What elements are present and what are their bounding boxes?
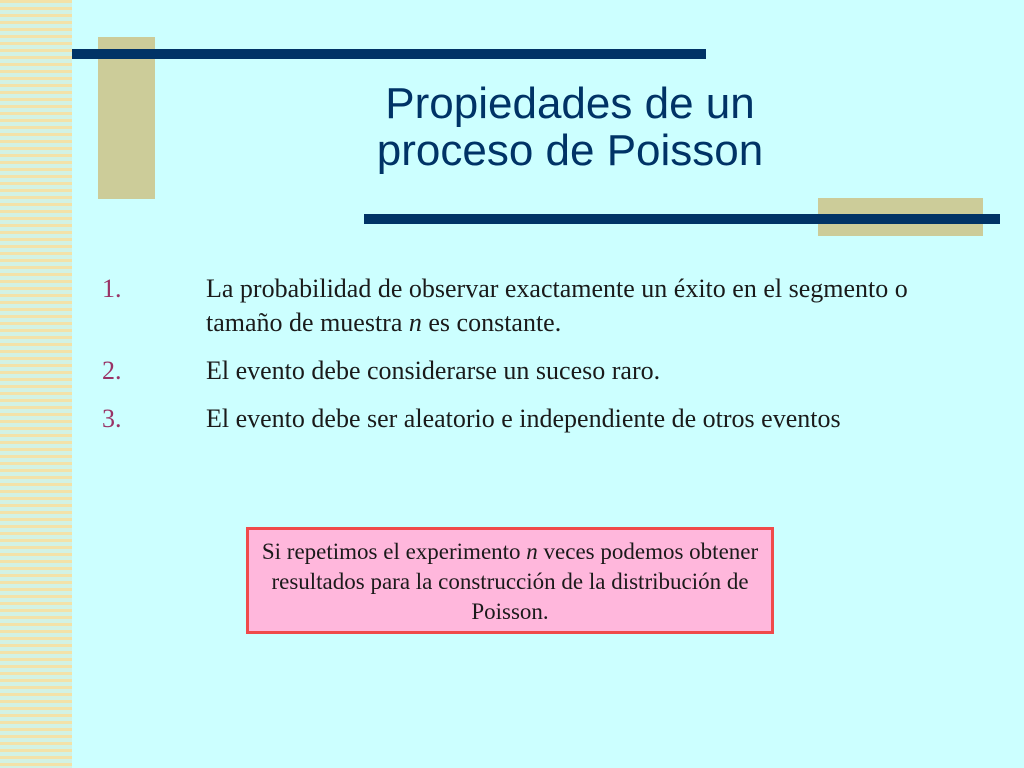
list-item-number: 1. [102,274,122,303]
decorative-stripe-bar [0,0,72,768]
list-item [102,272,922,340]
list-item-text: La probabilidad de observar exactamente un éxito en el segmento o tamaño de muestra [206,274,908,337]
decorative-navy-line-bottom [364,214,1000,224]
list-item-text-tail: es constante. [421,308,562,337]
list-item-text: El evento debe considerarse un suceso raro. [206,356,661,385]
note-text-tail: veces podemos obtener resultados para la construcción de la distribución de Poisson. [271,539,759,624]
list-item [102,402,922,436]
note-text: Si repetimos el experimento [261,539,527,564]
list-item-number: 2. [102,356,122,385]
note-italic-variable: n [526,539,538,564]
list-item-text: El evento debe ser aleatorio e independiente de otros eventos [206,404,841,433]
list-item [102,354,922,388]
list-item-number: 3. [102,404,122,433]
decorative-tan-block-top [98,37,155,199]
note-box [246,527,774,634]
properties-list [102,272,922,450]
slide-title [330,80,810,174]
slide-title-line-2: proceso de Poisson [376,126,764,175]
slide-title-line-1: Propiedades de un [385,79,755,128]
decorative-navy-line-top [72,49,706,59]
list-item-italic-variable: n [408,308,422,337]
